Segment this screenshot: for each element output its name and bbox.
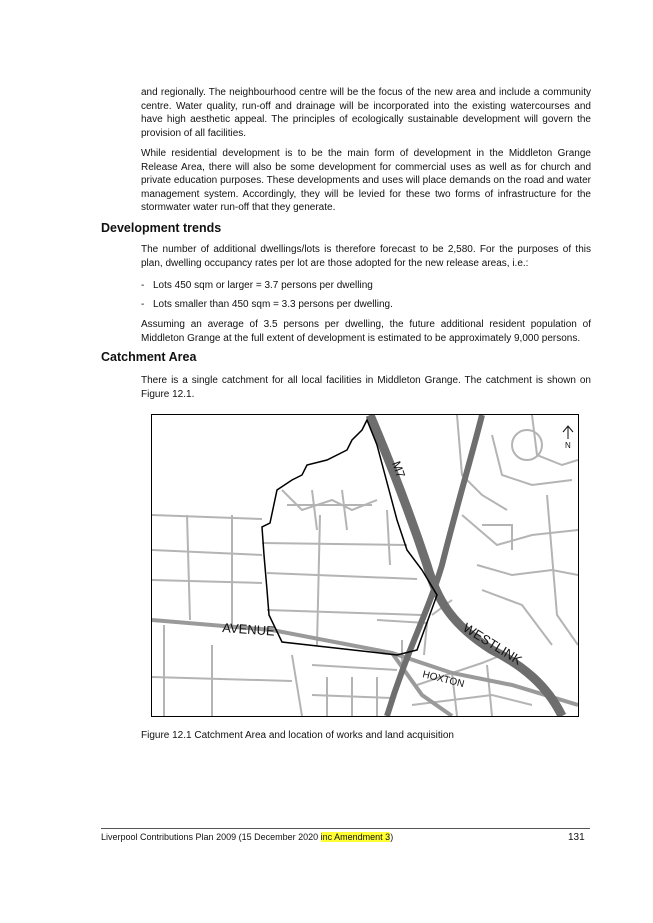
local-roads xyxy=(152,415,578,716)
bullet-dash: - xyxy=(141,299,145,310)
road xyxy=(487,665,492,716)
catchment-paragraph: There is a single catchment for all local facilities in Middleton Grange. The catchment is shown on Figure 12.1. xyxy=(141,375,591,400)
road xyxy=(187,515,190,620)
road xyxy=(312,490,317,530)
footer-amendment-highlight: inc Amendment 3 xyxy=(320,832,391,842)
road xyxy=(462,515,578,545)
bullet-text: Lots 450 sqm or larger = 3.7 persons per dwelling xyxy=(153,280,373,291)
road xyxy=(152,550,262,555)
road xyxy=(482,525,512,550)
road xyxy=(532,415,578,465)
catchment-map-svg xyxy=(152,415,578,716)
road xyxy=(312,665,397,670)
bullet-text: Lots smaller than 450 sqm = 3.3 persons per dwelling. xyxy=(153,299,393,310)
figure-caption: Figure 12.1 Catchment Area and location of works and land acquisition xyxy=(141,730,454,741)
development-trends-paragraph: The number of additional dwellings/lots is therefore forecast to be 2,580. For the purposes of this plan, dwelling occupancy rates per lot are those adopted for the new release areas, i.e.: xyxy=(141,244,591,269)
footer-title-text: Liverpool Contributions Plan 2009 (15 December 2020 xyxy=(101,832,321,842)
catchment-boundary xyxy=(262,420,437,655)
intro-paragraph-1: and regionally. The neighbourhood centre will be the focus of the new area and include a community centre. Water quality, run-off and drainage will be incorporated into the existing watercourses and have high aesthetic appeal. The principles of ecologically sustainable development will govern the provision of all facilities. xyxy=(141,87,591,139)
road xyxy=(267,573,417,579)
road xyxy=(512,430,542,460)
population-paragraph: Assuming an average of 3.5 persons per dwelling, the future additional resident population of Middleton Grange at the full extent of development is estimated to be approximately 9,000 persons. xyxy=(141,319,591,344)
road xyxy=(317,515,320,645)
road xyxy=(267,610,422,615)
development-trends-heading: Development trends xyxy=(101,221,222,235)
catchment-map xyxy=(151,414,579,717)
road xyxy=(342,490,347,530)
road xyxy=(152,515,262,519)
m7-label: M7 xyxy=(389,459,409,480)
footer-divider xyxy=(101,828,590,829)
bullet-item-large-lots xyxy=(141,279,373,292)
bullet-dash: - xyxy=(141,280,145,291)
road xyxy=(387,510,390,565)
north-arrow-icon xyxy=(563,426,573,439)
bullet-item-small-lots xyxy=(141,298,393,311)
road xyxy=(152,677,292,681)
north-label: N xyxy=(565,441,571,450)
footer-document-title xyxy=(101,832,393,842)
road xyxy=(152,580,262,583)
road xyxy=(282,490,377,510)
hoxton-label: HOXTON xyxy=(421,669,466,691)
catchment-area-heading: Catchment Area xyxy=(101,350,197,364)
westlink-label: WESTLINK xyxy=(460,619,525,668)
footer-title-close: ) xyxy=(390,832,394,842)
road xyxy=(477,565,578,575)
avenue-label: AVENUE xyxy=(221,620,276,639)
road xyxy=(262,543,407,545)
page-number: 131 xyxy=(568,832,585,843)
intro-paragraph-2: While residential development is to be the main form of development in the Middleton Grange Release Area, there will also be some development for commercial uses as well as for church and private education purposes. These developments and uses will place demands on the road and water management system. Accordingly, they will be levied for these two forms of infrastructure for the stormwater water run-off that they generate. xyxy=(141,148,591,213)
road xyxy=(292,655,302,716)
